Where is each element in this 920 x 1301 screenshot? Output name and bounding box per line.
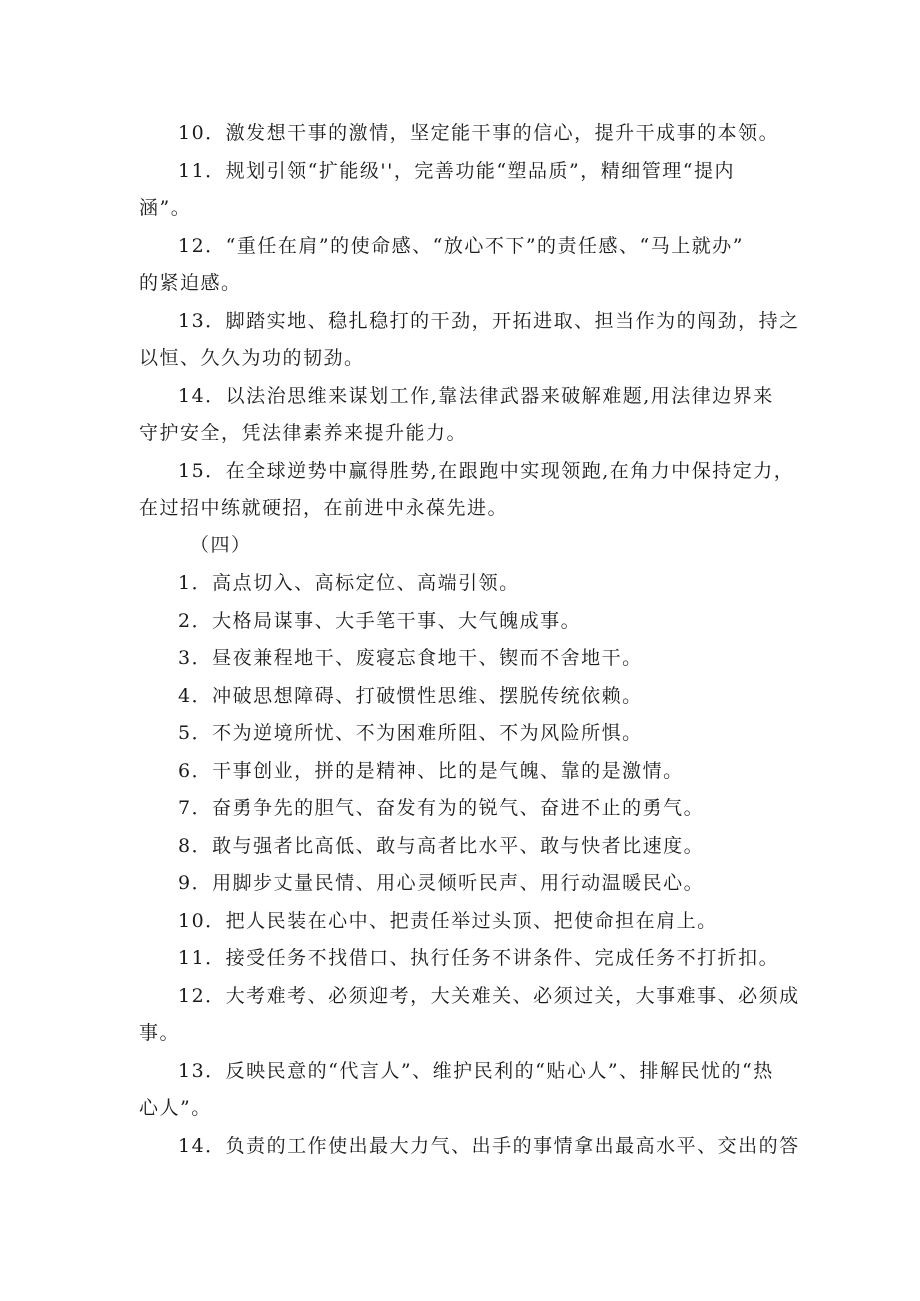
item-7: 7．奋勇争先的胆气、奋发有为的锐气、奋进不止的勇气。 [178,797,705,819]
item-9: 9．用脚步丈量民情、用心灵倾听民声、用行动温暖民心。 [178,872,705,894]
paragraph-15-line-2: 在过招中练就硬招，在前进中永葆先进。 [139,497,509,519]
item-3: 3．昼夜兼程地干、废寝忘食地干、锲而不舍地干。 [178,647,643,669]
paragraph-14-line-1: 14．以法治思维来谋划工作,靠法律武器来破解难题,用法律边界来 [178,385,774,407]
item-5: 5．不为逆境所忧、不为困难所阻、不为风险所惧。 [178,722,643,744]
paragraph-15-line-1: 15．在全球逆势中赢得胜势,在跟跑中实现领跑,在角力中保持定力， [178,460,795,482]
item-12-line-2: 事。 [139,1022,181,1044]
paragraph-13-line-1: 13．脚踏实地、稳扎稳打的干劲，开拓进取、担当作为的闯劲，持之 [178,310,800,332]
item-12-line-1: 12．大考难考、必须迎考，大关难关、必须过关，大事难事、必须成 [178,985,800,1007]
item-8: 8．敢与强者比高低、敢与高者比水平、敢与快者比速度。 [178,835,705,857]
paragraph-12-line-2: 的紧迫感。 [139,272,242,294]
paragraph-11-line-1: 11．规划引领“扩能级''，完善功能“塑品质”，精细管理“提内 [178,160,735,182]
item-14-line-1: 14．负责的工作使出最大力气、出手的事情拿出最高水平、交出的答 [178,1135,800,1157]
item-13-line-1: 13．反映民意的“代言人”、维护民利的“贴心人”、排解民忧的“热 [178,1060,774,1082]
paragraph-11-line-2: 涵”。 [139,197,192,219]
item-2: 2．大格局谋事、大手笔干事、大气魄成事。 [178,610,582,632]
item-1: 1．高点切入、高标定位、高端引领。 [178,572,520,594]
paragraph-13-line-2: 以恒、久久为功的韧劲。 [139,347,365,369]
paragraph-14-line-2: 守护安全，凭法律素养来提升能力。 [139,422,468,444]
item-4: 4．冲破思想障碍、打破惯性思维、摆脱传统依赖。 [178,685,643,707]
item-6: 6．干事创业，拼的是精神、比的是气魄、靠的是激情。 [178,760,684,782]
item-10: 10．把人民装在心中、把责任举过头顶、把使命担在肩上。 [178,910,718,932]
item-13-line-2: 心人”。 [139,1097,212,1119]
section-heading: （四） [190,534,252,556]
item-11: 11．接受任务不找借口、执行任务不讲条件、完成任务不打折扣。 [178,947,780,969]
paragraph-10-line-1: 10．激发想干事的激情，坚定能干事的信心，提升干成事的本领。 [178,122,780,144]
paragraph-12-line-1: 12．“重任在肩”的使命感、“放心不下”的责任感、“马上就办” [178,235,744,257]
